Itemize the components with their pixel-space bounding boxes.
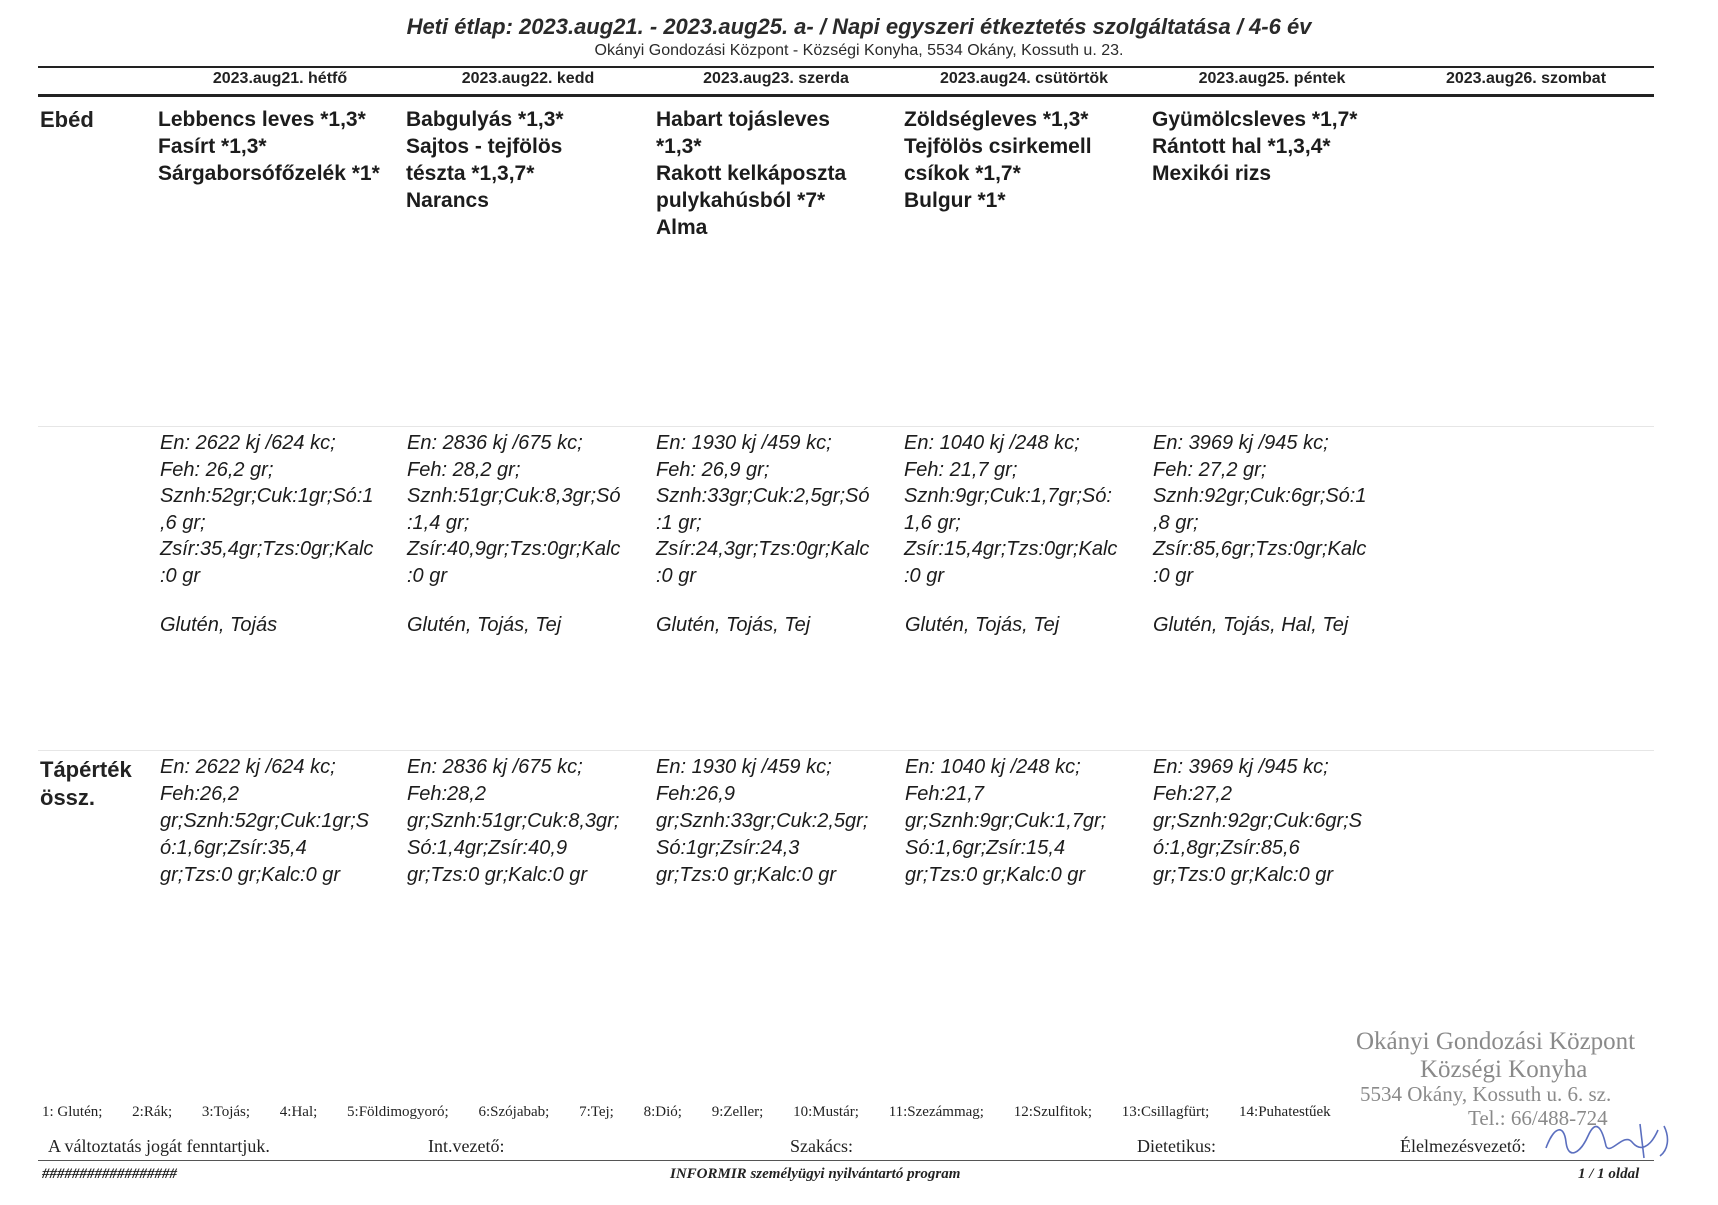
allergens-tuesday: Glutén, Tojás, Tej — [407, 614, 562, 636]
meal-tuesday — [406, 106, 564, 214]
meal-line: Rántott hal *1,3,4* — [1152, 135, 1331, 158]
nutrition-line: Sznh:51gr;Cuk:8,3gr;Só — [407, 485, 621, 507]
totals-line: En: 1040 kj /248 kc; — [905, 756, 1081, 778]
totals-wednesday — [656, 754, 868, 889]
legend-item: 10:Mustár; — [793, 1104, 859, 1120]
legend-item: 14:Puhatestűek — [1239, 1104, 1331, 1120]
nutrition-line: En: 1040 kj /248 kc; — [904, 432, 1080, 454]
meal-line: Sárgaborsófőzelék *1* — [158, 162, 380, 185]
nutrition-line: ,6 gr; — [160, 511, 206, 534]
nutrition-line: En: 2836 kj /675 kc; — [407, 432, 583, 454]
nutrition-wednesday — [656, 430, 906, 589]
nutrition-line: Feh: 26,9 gr; — [656, 458, 770, 481]
totals-line: gr;Tzs:0 gr;Kalc:0 gr — [407, 864, 588, 886]
page-title: Heti étlap: 2023.aug21. - 2023.aug25. a- / Napi egyszeri étkeztetés szolgáltatása / 4-6 év — [406, 14, 1312, 39]
row-separator — [38, 426, 1654, 427]
nutrition-line: En: 3969 kj /945 kc; — [1153, 432, 1329, 454]
nutrition-line: Feh: 27,2 gr; — [1153, 458, 1267, 481]
totals-line: Feh:26,2 — [160, 783, 239, 805]
meal-line: tészta *1,3,7* — [406, 162, 535, 185]
totals-line: Só:1,6gr;Zsír:15,4 — [905, 837, 1066, 859]
row-label-total-line2: össz. — [40, 785, 96, 810]
stamp-line-1: Okányi Gondozási Központ — [1356, 1028, 1636, 1055]
nutrition-line: Zsír:15,4gr;Tzs:0gr;Kalc — [904, 538, 1118, 560]
legend-item: 6:Szójabab; — [478, 1104, 550, 1120]
meal-line: Sajtos - tejfölös — [406, 135, 563, 158]
nutrition-line: Feh: 21,7 gr; — [904, 458, 1018, 481]
meal-line: Rakott kelkáposzta — [656, 162, 847, 185]
totals-line: ó:1,8gr;Zsír:85,6 — [1153, 837, 1300, 859]
nutrition-line: :0 gr — [1153, 564, 1194, 587]
header-bottom-rule — [38, 94, 1654, 97]
nutrition-line: Zsír:35,4gr;Tzs:0gr;Kalc — [160, 538, 374, 560]
totals-line: gr;Tzs:0 gr;Kalc:0 gr — [656, 864, 837, 886]
day-header-saturday: 2023.aug26. szombat — [1445, 70, 1607, 87]
nutrition-line: Sznh:52gr;Cuk:1gr;Só:1 — [160, 485, 374, 507]
totals-line: gr;Sznh:92gr;Cuk:6gr;S — [1153, 810, 1362, 832]
totals-line: gr;Sznh:33gr;Cuk:2,5gr; — [656, 810, 869, 832]
meal-line: Mexikói rizs — [1152, 162, 1272, 185]
legend-item: 3:Tojás; — [201, 1104, 251, 1120]
meal-line: Fasírt *1,3* — [158, 135, 267, 158]
int-vezeto-label: Int.vezető: — [428, 1136, 505, 1156]
nutrition-line: Sznh:92gr;Cuk:6gr;Só:1 — [1153, 485, 1367, 507]
footer-hashes: ################## — [42, 1166, 177, 1182]
totals-line: Feh:28,2 — [407, 783, 486, 805]
totals-line: Feh:21,7 — [905, 783, 984, 805]
meal-wednesday — [656, 106, 846, 241]
nutrition-line: :0 gr — [656, 564, 697, 587]
legend-item: 12:Szulfitok; — [1013, 1104, 1093, 1120]
meal-line: *1,3* — [656, 135, 702, 158]
meal-line: Alma — [656, 216, 708, 239]
row-label-total — [40, 756, 132, 812]
stamp-line-4: Tel.: 66/488-724 — [1468, 1106, 1608, 1130]
totals-monday — [160, 754, 369, 889]
totals-line: gr;Sznh:9gr;Cuk:1,7gr; — [905, 810, 1107, 832]
nutrition-line: :0 gr — [407, 564, 448, 587]
totals-line: En: 1930 kj /459 kc; — [656, 756, 832, 778]
meal-line: csíkok *1,7* — [904, 162, 1021, 185]
dietetikus-label: Dietetikus: — [1137, 1136, 1216, 1156]
meal-line: Narancs — [406, 189, 489, 212]
rights-reserved-note: A változtatás jogát fenntartjuk. — [48, 1136, 270, 1156]
nutrition-monday — [160, 430, 410, 589]
nutrition-friday — [1153, 430, 1403, 589]
meal-monday — [158, 106, 380, 187]
row-label-ebed: Ebéd — [40, 107, 94, 132]
totals-friday — [1153, 754, 1362, 889]
totals-line: En: 3969 kj /945 kc; — [1153, 756, 1329, 778]
meal-line: Lebbencs leves *1,3* — [158, 108, 366, 131]
totals-line: En: 2836 kj /675 kc; — [407, 756, 583, 778]
footer-page: 1 / 1 oldal — [1578, 1166, 1640, 1182]
allergens-wednesday: Glutén, Tojás, Tej — [656, 614, 811, 636]
legend-item: 5:Földimogyoró; — [347, 1104, 449, 1120]
footer-rule — [38, 1160, 1654, 1161]
nutrition-line: En: 1930 kj /459 kc; — [656, 432, 832, 454]
meal-line: Babgulyás *1,3* — [406, 108, 564, 131]
nutrition-line: Zsír:85,6gr;Tzs:0gr;Kalc — [1153, 538, 1367, 560]
legend-item: 1: Glutén; — [42, 1104, 103, 1120]
row-label-total-line1: Tápérték — [40, 757, 132, 782]
totals-line: gr;Sznh:51gr;Cuk:8,3gr; — [407, 810, 620, 832]
allergens-monday: Glutén, Tojás — [160, 614, 278, 636]
day-header-tuesday: 2023.aug22. kedd — [461, 70, 595, 87]
meal-line: Habart tojásleves — [656, 108, 830, 131]
legend-item: 13:Csillagfürt; — [1121, 1104, 1210, 1120]
totals-tuesday — [407, 754, 619, 889]
nutrition-line: :0 gr — [904, 564, 945, 587]
nutrition-line: Feh: 28,2 gr; — [407, 458, 521, 481]
legend-item: 11:Szezámmag; — [888, 1104, 984, 1120]
meal-line: Tejfölös csirkemell — [904, 135, 1092, 158]
day-header-monday: 2023.aug21. hétfő — [212, 70, 348, 87]
stamp-line-2: Községi Konyha — [1420, 1056, 1588, 1083]
stamp-line-3: 5534 Okány, Kossuth u. 6. sz. — [1360, 1082, 1612, 1106]
day-header-wednesday: 2023.aug23. szerda — [703, 70, 849, 87]
legend-item: 7:Tej; — [579, 1104, 614, 1120]
allergens-thursday: Glutén, Tojás, Tej — [905, 614, 1060, 636]
totals-line: gr;Tzs:0 gr;Kalc:0 gr — [905, 864, 1086, 886]
nutrition-line: En: 2622 kj /624 kc; — [160, 432, 336, 454]
totals-line: Só:1gr;Zsír:24,3 — [656, 837, 800, 859]
totals-line: ó:1,6gr;Zsír:35,4 — [160, 837, 307, 859]
nutrition-tuesday — [407, 430, 657, 589]
meal-thursday — [904, 106, 1092, 214]
nutrition-line: Zsír:24,3gr;Tzs:0gr;Kalc — [656, 538, 870, 560]
elelmezesvezeto-label: Élelmezésvezető: — [1400, 1136, 1526, 1156]
nutrition-line: Sznh:9gr;Cuk:1,7gr;Só: — [904, 485, 1112, 507]
legend-item: 9:Zeller; — [711, 1104, 764, 1120]
totals-line: En: 2622 kj /624 kc; — [160, 756, 336, 778]
totals-line: Só:1,4gr;Zsír:40,9 — [407, 837, 568, 859]
totals-line: Feh:27,2 — [1153, 783, 1232, 805]
header-top-rule — [38, 66, 1654, 68]
meal-friday — [1152, 106, 1357, 187]
page-subtitle: Okányi Gondozási Központ - Községi Konyha, 5534 Okány, Kossuth u. 23. — [594, 42, 1124, 59]
nutrition-line: ,8 gr; — [1153, 511, 1199, 534]
nutrition-line: :1 gr; — [656, 511, 702, 534]
day-header-friday: 2023.aug25. péntek — [1198, 70, 1346, 87]
meal-line: pulykahúsból *7* — [656, 189, 826, 212]
legend-item: 8:Dió; — [643, 1104, 682, 1120]
footer-program: INFORMIR személyügyi nyilvántartó program — [670, 1166, 961, 1182]
totals-line: Feh:26,9 — [656, 783, 735, 805]
nutrition-line: Sznh:33gr;Cuk:2,5gr;Só — [656, 485, 870, 507]
nutrition-line: 1,6 gr; — [904, 511, 961, 534]
meal-line: Bulgur *1* — [904, 189, 1006, 212]
totals-line: gr;Sznh:52gr;Cuk:1gr;S — [160, 810, 369, 832]
nutrition-line: Feh: 26,2 gr; — [160, 458, 274, 481]
nutrition-line: Zsír:40,9gr;Tzs:0gr;Kalc — [407, 538, 621, 560]
meal-line: Zöldségleves *1,3* — [904, 108, 1089, 131]
handwritten-signature — [1540, 1118, 1680, 1162]
nutrition-line: :0 gr — [160, 564, 201, 587]
nutrition-thursday — [904, 430, 1154, 589]
legend-item: 4:Hal; — [279, 1104, 318, 1120]
totals-line: gr;Tzs:0 gr;Kalc:0 gr — [160, 864, 341, 886]
totals-line: gr;Tzs:0 gr;Kalc:0 gr — [1153, 864, 1334, 886]
day-header-thursday: 2023.aug24. csütörtök — [939, 70, 1109, 87]
meal-line: Gyümölcsleves *1,7* — [1152, 108, 1358, 131]
nutrition-line: :1,4 gr; — [407, 511, 470, 534]
allergen-legend — [42, 1104, 1357, 1121]
legend-item: 2:Rák; — [132, 1104, 173, 1120]
totals-thursday — [905, 754, 1106, 889]
szakacs-label: Szakács: — [790, 1136, 853, 1156]
allergens-friday: Glutén, Tojás, Hal, Tej — [1153, 614, 1349, 636]
row-separator — [38, 750, 1654, 751]
